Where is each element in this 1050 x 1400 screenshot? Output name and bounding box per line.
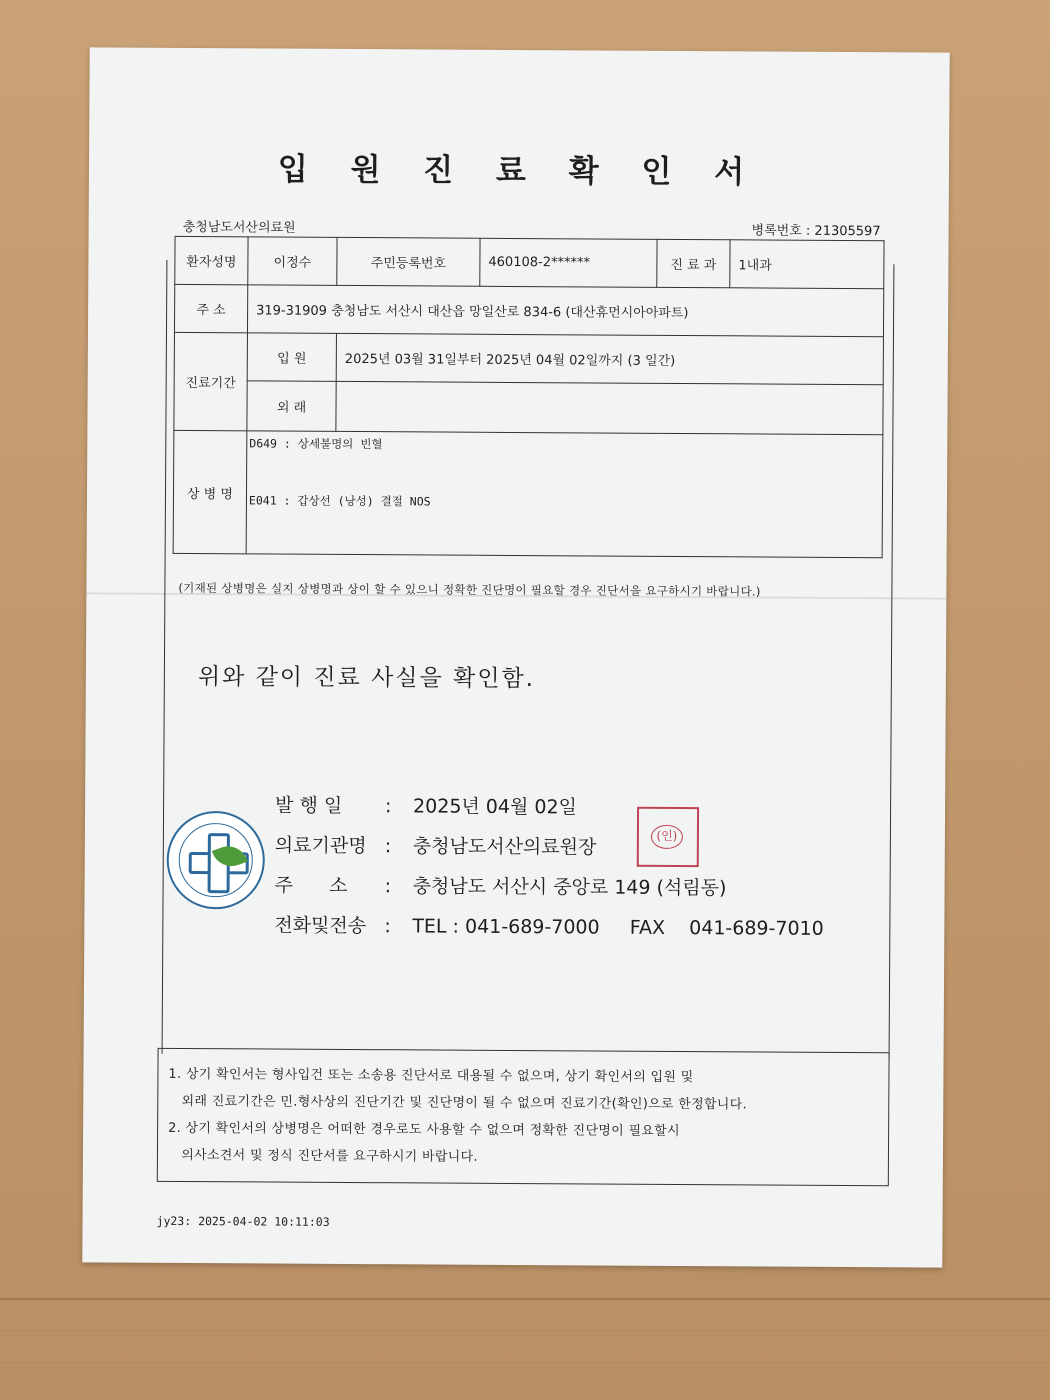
floor-seam xyxy=(0,1298,1050,1300)
issuer-address-row xyxy=(275,871,727,901)
document-paper xyxy=(82,47,949,1267)
hospital-name: 충청남도서산의료원 xyxy=(182,219,296,236)
contact-label: 전화및전송 xyxy=(274,914,367,938)
resident-no-label: 주민등록번호 xyxy=(337,237,480,286)
print-timestamp: jy23: 2025-04-02 10:11:03 xyxy=(156,1213,330,1229)
outpatient-label: 외 래 xyxy=(247,381,336,432)
contact-numbers: TEL : 041-689-7000 FAX 041-689-7010 xyxy=(412,915,824,940)
patient-name-label: 환자성명 xyxy=(175,236,248,284)
diagnosis-notice: (기재된 상병명은 실지 상병명과 상이 할 수 있으니 정확한 진단명이 필요할 경우 진단서을 요구하시기 바랍니다.) xyxy=(178,580,761,599)
inpatient-label: 입 원 xyxy=(247,333,336,382)
institution-label: 의료기관명 xyxy=(274,834,367,858)
address-label: 주 소 xyxy=(174,284,247,332)
official-red-stamp xyxy=(637,807,699,867)
patient-name: 이정수 xyxy=(248,237,337,286)
colon: : xyxy=(384,875,392,898)
patient-info-table xyxy=(173,236,885,558)
wood-grain xyxy=(0,1330,1050,1331)
issue-date-row xyxy=(275,791,577,820)
stamp-mark: (인) xyxy=(651,825,683,849)
patient-address: 319-31909 충청남도 서산시 대산읍 망일산로 834-6 (대산휴먼시아아파트) xyxy=(247,285,883,337)
confirmation-statement: 위와 같이 진료 사실을 확인함. xyxy=(197,664,536,693)
hospital-seal-logo xyxy=(166,811,265,910)
issue-date-label: 발 행 일 xyxy=(275,794,343,817)
colon: : xyxy=(384,915,391,938)
record-number: 병록번호 : 21305597 xyxy=(751,223,881,240)
note-line: 2. 상기 확인서의 상병명은 어떠한 경우로도 사용할 수 없으며 정확한 진단명이 필요할시 xyxy=(168,1120,680,1140)
note-line: 1. 상기 확인서는 형사입건 또는 소송용 진단서로 대용될 수 없으며, 상기 확인서의 입원 및 xyxy=(168,1066,694,1086)
note-line: 외래 진료기간은 민.형사상의 진단기간 및 진단명이 될 수 없으며 진료기간(확인)으로 한정합니다. xyxy=(168,1093,748,1113)
resident-no: 460108-2****** xyxy=(480,238,657,287)
colon: : xyxy=(385,795,392,818)
diagnosis-item: E041 : 갑상선 (낭성) 결절 NOS xyxy=(248,493,431,509)
note-line: 의사소견서 및 정식 진단서를 요구하시기 바랍니다. xyxy=(167,1147,478,1165)
document-title: 입 원 진 료 확 인 서 xyxy=(277,151,761,191)
department-label: 진 료 과 xyxy=(657,239,730,287)
diagnosis-list xyxy=(246,431,883,558)
wood-grain xyxy=(0,1362,1050,1363)
period-label: 진료기간 xyxy=(174,332,248,430)
issue-date: 2025년 04월 02일 xyxy=(413,795,578,819)
contact-row xyxy=(274,911,824,941)
inpatient-period: 2025년 03월 31일부터 2025년 04월 02일까지 (3 일간) xyxy=(336,333,883,384)
institution-name: 충청남도서산의료원장 xyxy=(412,835,597,859)
diagnosis-label: 상 병 명 xyxy=(173,430,247,553)
issuer-address-label: 주 소 xyxy=(274,874,348,897)
issuer-address: 충청남도 서산시 중앙로 149 (석림동) xyxy=(412,875,727,900)
diagnosis-item: D649 : 상세불명의 빈혈 xyxy=(249,436,383,452)
institution-row xyxy=(275,831,597,860)
colon: : xyxy=(384,835,392,858)
notes-box xyxy=(157,1048,890,1186)
department: 1내과 xyxy=(730,240,884,289)
outpatient-period xyxy=(336,381,883,434)
